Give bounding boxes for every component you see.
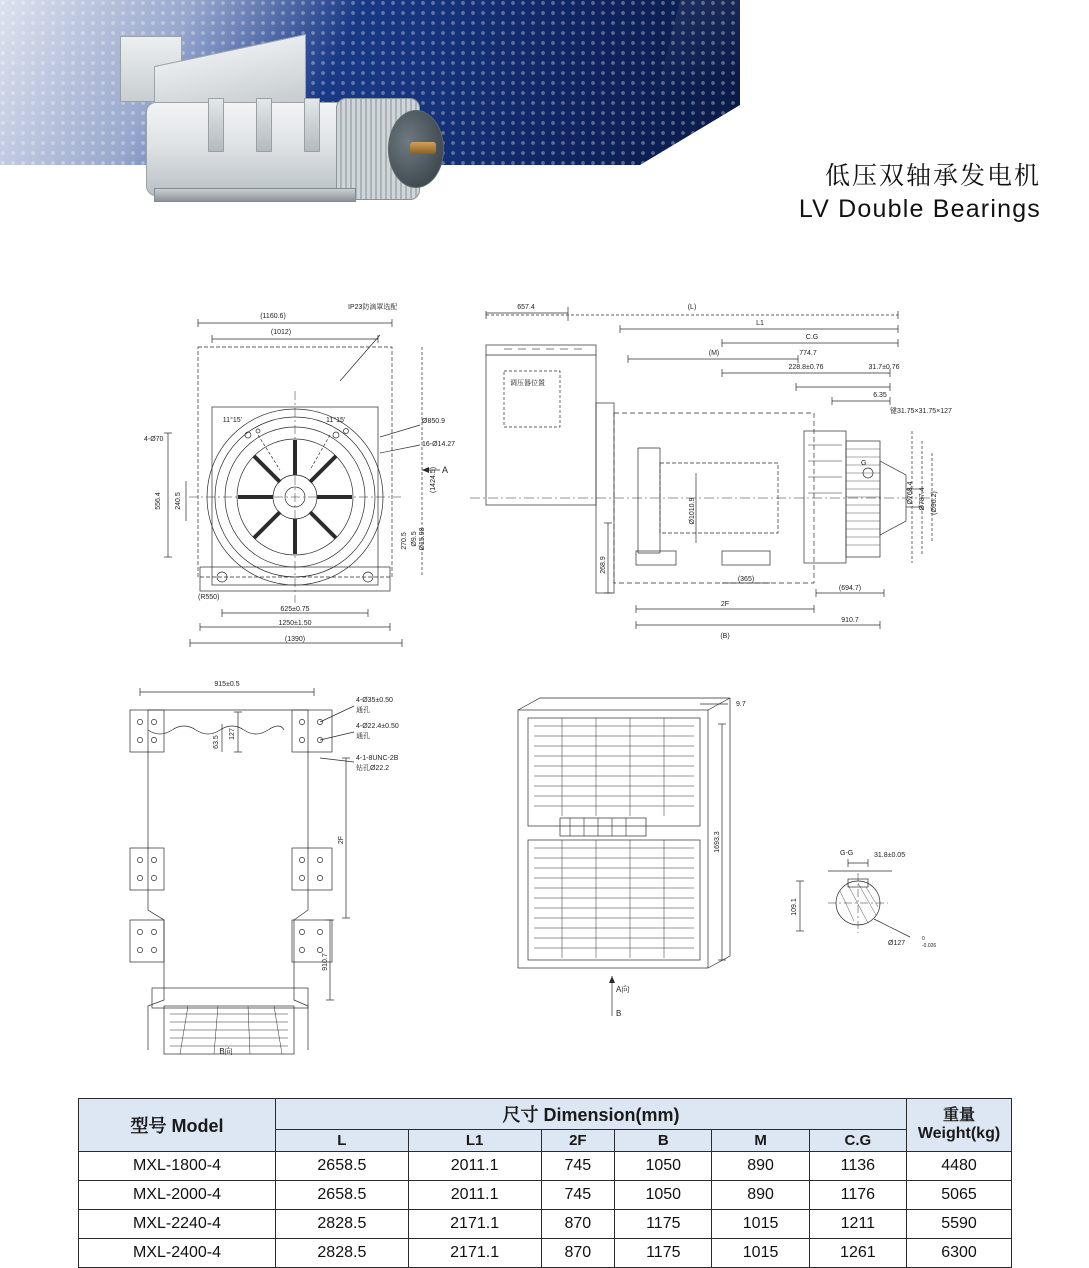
- cell-b: 1175: [615, 1239, 712, 1268]
- section-mark-a: A: [442, 465, 449, 475]
- cell-2f: 745: [541, 1152, 615, 1181]
- dim-1012: (1012): [270, 329, 292, 336]
- dim-4-d70: 4-Ø70: [144, 436, 164, 443]
- cell-l: 2828.5: [276, 1239, 409, 1268]
- table-body: [79, 1152, 1012, 1268]
- angle-left: 11°15': [222, 417, 242, 424]
- drawing-front-end-view: [130, 295, 460, 685]
- cell-b: 1050: [615, 1181, 712, 1210]
- dim-774-7: 774.7: [799, 350, 817, 357]
- model-dimension-table: [78, 1098, 1012, 1268]
- dim-B: (B): [720, 633, 730, 640]
- dim-268-9: 268.9: [600, 556, 607, 574]
- cell-2f: 870: [541, 1210, 615, 1239]
- cell-weight: 5065: [907, 1181, 1012, 1210]
- dim-1160-6: (1160.6): [260, 313, 286, 320]
- table-head: [79, 1099, 1012, 1152]
- th-col-l: L: [276, 1130, 409, 1152]
- dim-2f-bottom: 2F: [338, 835, 345, 845]
- generator-shaft: [410, 142, 436, 154]
- cell-weight: 6300: [907, 1239, 1012, 1268]
- dim-365: (365): [737, 576, 755, 583]
- cell-model: MXL-2240-4: [79, 1210, 276, 1239]
- section-label-b: B: [616, 1009, 622, 1018]
- th-weight-cn: 重量: [942, 1106, 975, 1124]
- title-english: LV Double Bearings: [798, 194, 1041, 223]
- cell-b: 1050: [615, 1152, 712, 1181]
- dim-6-35: 6.35: [873, 392, 887, 399]
- dim-915: 915±0.5: [214, 681, 240, 688]
- cell-l1: 2011.1: [408, 1152, 541, 1181]
- dim-127: 127: [229, 728, 236, 740]
- drawing-shaft-key-section: [770, 835, 940, 965]
- header-titles: [799, 160, 1041, 226]
- dim-31-8: 31.8±0.05: [874, 852, 906, 859]
- note-key: 键31.75×31.75×127: [890, 408, 952, 415]
- generator-rib-1: [208, 98, 224, 152]
- note-drill-hole: 钻孔Ø22.2: [356, 765, 390, 772]
- dim-2f: 2F: [720, 601, 730, 608]
- cell-cg: 1261: [809, 1239, 906, 1268]
- drawing-side-section-view: [460, 293, 970, 673]
- specification-table: [78, 1098, 1012, 1268]
- dim-L1: L1: [756, 320, 764, 327]
- cell-model: MXL-1800-4: [79, 1152, 276, 1181]
- cell-cg: 1176: [809, 1181, 906, 1210]
- cell-cg: 1211: [809, 1210, 906, 1239]
- dim-d1010-9: Ø1010.9: [689, 497, 696, 525]
- th-model: 型号 Model: [79, 1099, 276, 1152]
- th-col-b: B: [615, 1130, 712, 1152]
- th-col-l1: L1: [408, 1130, 541, 1152]
- dim-9-7: 9.7: [736, 701, 746, 708]
- th-col-cg: C.G: [809, 1130, 906, 1152]
- th-weight-en: Weight(kg): [917, 1125, 1001, 1142]
- dim-63-5: 63.5: [213, 735, 220, 749]
- view-label-b: B向: [219, 1047, 233, 1056]
- generator-photo: [58, 14, 418, 199]
- dim-r550: (R550): [198, 594, 220, 601]
- cell-l: 2828.5: [276, 1210, 409, 1239]
- cell-model: MXL-2400-4: [79, 1239, 276, 1268]
- cell-l1: 2011.1: [408, 1181, 541, 1210]
- dim-910-7: 910.7: [841, 617, 859, 624]
- note-through-hole-1: 通孔: [356, 707, 370, 714]
- dim-1390: (1390): [284, 636, 306, 643]
- angle-right: 11°15': [326, 417, 346, 424]
- drawing-top-grille-view: [500, 690, 760, 1020]
- cell-l: 2658.5: [276, 1152, 409, 1181]
- cell-m: 1015: [712, 1239, 809, 1268]
- generator-rib-3: [304, 98, 320, 152]
- dim-625: 625±0.75: [280, 606, 310, 613]
- dim-1424-5: (1424.5): [430, 466, 437, 494]
- drawing-bottom-mounting-view: [118, 670, 418, 1060]
- dim-d768-4: Ø768.4: [907, 481, 914, 505]
- table-row: [79, 1181, 1012, 1210]
- cell-l1: 2171.1: [408, 1210, 541, 1239]
- dim-4-d35: 4-Ø35±0.50: [356, 697, 393, 704]
- dim-d787-4: Ø787.4: [919, 487, 926, 511]
- dim-694-7: (694.7): [838, 585, 862, 592]
- th-col-m: M: [712, 1130, 809, 1152]
- cell-weight: 4480: [907, 1152, 1012, 1181]
- cell-b: 1175: [615, 1210, 712, 1239]
- dim-d15-98: Ø15.98: [419, 527, 426, 551]
- th-weight: [907, 1099, 1012, 1152]
- dim-d127: Ø127: [888, 940, 906, 947]
- dim-240-5: 240.5: [175, 492, 182, 510]
- cell-m: 890: [712, 1152, 809, 1181]
- note-unc-thread: 4-1-8UNC-2B: [356, 755, 399, 762]
- dim-1250: 1250±1.50: [278, 620, 312, 627]
- cell-2f: 745: [541, 1181, 615, 1210]
- dim-M: (M): [708, 350, 720, 357]
- dim-d9-5: Ø9.5: [411, 531, 418, 547]
- cell-l1: 2171.1: [408, 1239, 541, 1268]
- dim-556-4: 556.4: [155, 492, 162, 510]
- dim-16-d14-27: 16-Ø14.27: [422, 441, 456, 448]
- dim-d850-9: Ø850.9: [422, 418, 445, 425]
- generator-rib-2: [256, 98, 272, 152]
- dim-31-7: 31.7±0.76: [868, 364, 900, 371]
- tol-lower: -0.026: [922, 943, 937, 949]
- dim-109-1: 109.1: [791, 898, 798, 916]
- dim-cg: C.G: [805, 334, 819, 341]
- dim-657-4: 657.4: [517, 304, 535, 311]
- note-through-hole-2: 通孔: [356, 733, 370, 740]
- table-head-row-1: [79, 1099, 1012, 1130]
- table-row: [79, 1210, 1012, 1239]
- cell-2f: 870: [541, 1239, 615, 1268]
- dim-1693-3: 1693.3: [714, 831, 721, 853]
- view-label-a: A向: [616, 985, 630, 994]
- th-dimension: 尺寸 Dimension(mm): [276, 1099, 907, 1130]
- label-g: G: [861, 460, 867, 467]
- table-row: [79, 1152, 1012, 1181]
- dim-270-5: 270.5: [401, 532, 408, 550]
- dim-4-d22-4: 4-Ø22.4±0.50: [356, 723, 399, 730]
- title-chinese: 低压双轴承发电机: [824, 162, 1041, 190]
- dim-d96-2: (Ø96.2): [931, 491, 938, 515]
- dim-910-7-bottom: 910.7: [322, 953, 329, 971]
- technical-drawings: [0, 285, 1089, 1075]
- label-gg-section: G-G: [840, 850, 854, 857]
- dim-L: (L): [687, 304, 697, 311]
- th-col-2f: 2F: [541, 1130, 615, 1152]
- generator-base: [154, 188, 356, 202]
- cell-m: 1015: [712, 1210, 809, 1239]
- cell-cg: 1136: [809, 1152, 906, 1181]
- dim-228-8: 228.8±0.76: [788, 364, 824, 371]
- cell-l: 2658.5: [276, 1181, 409, 1210]
- cell-weight: 5590: [907, 1210, 1012, 1239]
- tol-upper: 0: [922, 936, 925, 942]
- table-row: [79, 1239, 1012, 1268]
- cell-model: MXL-2000-4: [79, 1181, 276, 1210]
- cell-m: 890: [712, 1181, 809, 1210]
- note-ip23: IP23防滴罩选配: [348, 304, 398, 311]
- note-avr-position: 调压器位置: [510, 380, 545, 387]
